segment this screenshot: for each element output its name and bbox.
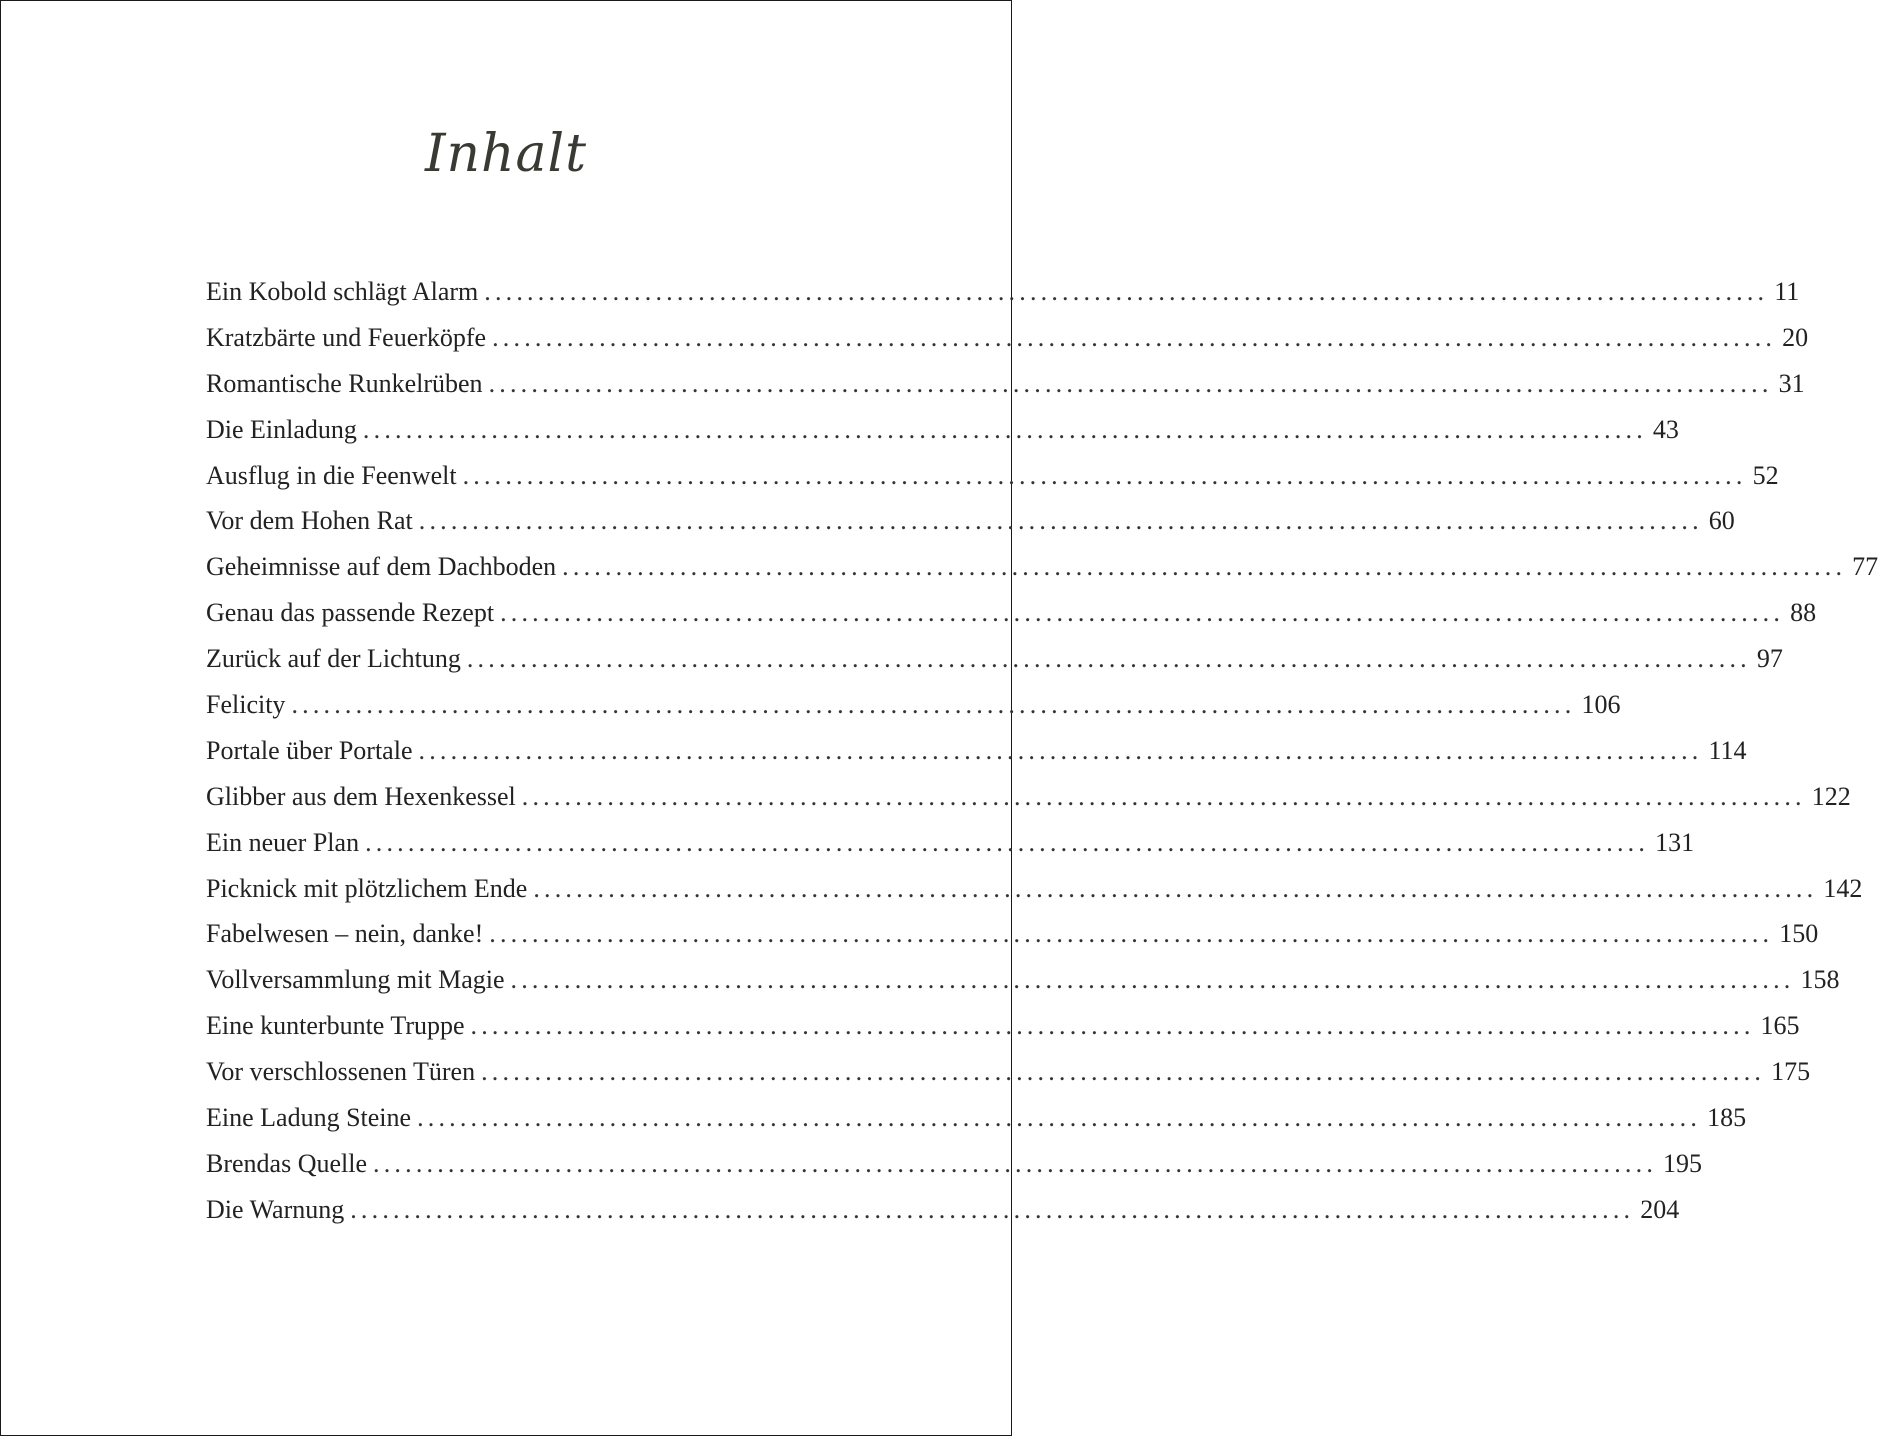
toc-leader-dots: ........................................................................................................................ bbox=[562, 552, 1847, 582]
toc-entry-title: Eine kunterbunte Truppe bbox=[206, 1011, 465, 1041]
toc-leader-dots: ........................................................................................................................ bbox=[418, 506, 1703, 536]
toc-entry-title: Romantische Runkelrüben bbox=[206, 368, 483, 398]
toc-leader-dots: ........................................................................................................................ bbox=[365, 827, 1650, 857]
toc-leader-dots: ........................................................................................................................ bbox=[481, 1057, 1766, 1087]
toc-entry-title: Vollversammlung mit Magie bbox=[206, 965, 505, 995]
toc-entry-page: 175 bbox=[1771, 1057, 1811, 1087]
toc-entry-page: 165 bbox=[1760, 1011, 1800, 1041]
toc-leader-dots: ........................................................................................................................ bbox=[492, 322, 1777, 352]
toc-entry-page: 11 bbox=[1774, 277, 1800, 306]
toc-entry bbox=[206, 1103, 1747, 1149]
toc-entry-title: Vor verschlossenen Türen bbox=[206, 1057, 476, 1087]
toc-entry-title: Portale über Portale bbox=[206, 735, 413, 765]
toc-entry-title: Brendas Quelle bbox=[206, 1148, 368, 1178]
toc-leader-dots: ........................................................................................................................ bbox=[510, 965, 1795, 995]
toc-entry bbox=[206, 781, 1851, 828]
toc-entry-title: Glibber aus dem Hexenkessel bbox=[206, 781, 516, 811]
toc-entry-page: 106 bbox=[1581, 690, 1621, 720]
toc-entry-page: 31 bbox=[1778, 368, 1805, 398]
toc-leader-dots: ........................................................................................................................ bbox=[466, 644, 1751, 674]
toc-leader-dots: ........................................................................................................................ bbox=[373, 1148, 1658, 1178]
toc-entry bbox=[206, 368, 1805, 415]
toc-leader-dots: ........................................................................................................................ bbox=[533, 873, 1818, 903]
toc-entry-page: 142 bbox=[1823, 873, 1863, 903]
toc-entry bbox=[206, 414, 1679, 461]
toc-entry-title: Ein neuer Plan bbox=[206, 827, 360, 857]
toc-entry-title: Die Einladung bbox=[206, 414, 357, 444]
toc-entry-title: Kratzbärte und Feuerköpfe bbox=[206, 322, 487, 352]
toc-entry bbox=[206, 827, 1695, 874]
toc-entry-title: Genau das passende Rezept bbox=[206, 598, 495, 628]
toc-entry bbox=[206, 277, 1800, 323]
toc-entry-title: Die Warnung bbox=[206, 1194, 345, 1224]
toc-entry-page: 20 bbox=[1782, 322, 1809, 352]
toc-leader-dots: ........................................................................................................................ bbox=[291, 690, 1576, 720]
toc-entry bbox=[206, 1194, 1680, 1241]
toc-entry-page: 131 bbox=[1655, 827, 1695, 857]
toc-entry bbox=[206, 1011, 1800, 1057]
toc-leader-dots: ........................................................................................................................ bbox=[362, 414, 1647, 444]
toc-entry bbox=[206, 506, 1735, 552]
toc-leader-dots: ........................................................................................................................ bbox=[417, 1103, 1702, 1133]
toc-entry-title: Felicity bbox=[206, 690, 286, 720]
toc-entry bbox=[206, 598, 1817, 644]
toc-entry bbox=[206, 552, 1878, 598]
toc-entry bbox=[206, 965, 1840, 1011]
toc-entry-page: 114 bbox=[1708, 735, 1747, 765]
toc-entry-page: 43 bbox=[1652, 414, 1679, 444]
toc-entry-title: Eine Ladung Steine bbox=[206, 1103, 412, 1133]
toc-entry-page: 60 bbox=[1708, 506, 1735, 536]
toc-entry bbox=[206, 919, 1819, 965]
toc-entry-page: 195 bbox=[1663, 1148, 1703, 1178]
toc-entry-title: Picknick mit plötzlichem Ende bbox=[206, 873, 528, 903]
toc-leader-dots: ........................................................................................................................ bbox=[350, 1194, 1635, 1224]
toc-leader-dots: ........................................................................................................................ bbox=[484, 277, 1769, 306]
toc-entry bbox=[206, 644, 1783, 690]
toc-entry-title: Vor dem Hohen Rat bbox=[206, 506, 413, 536]
toc-entry-page: 158 bbox=[1800, 965, 1840, 995]
table-of-contents bbox=[206, 277, 1878, 1241]
toc-entry bbox=[206, 1148, 1703, 1195]
toc-entry-page: 88 bbox=[1790, 598, 1817, 628]
toc-leader-dots: ........................................................................................................................ bbox=[488, 368, 1773, 398]
toc-entry bbox=[206, 873, 1863, 920]
toc-leader-dots: ........................................................................................................................ bbox=[462, 460, 1747, 490]
toc-entry-title: Zurück auf der Lichtung bbox=[206, 644, 461, 674]
toc-entry-page: 122 bbox=[1811, 781, 1851, 811]
toc-entry-title: Ein Kobold schlägt Alarm bbox=[206, 277, 479, 306]
toc-entry-page: 77 bbox=[1852, 552, 1878, 582]
toc-leader-dots: ........................................................................................................................ bbox=[500, 598, 1785, 628]
toc-leader-dots: ........................................................................................................................ bbox=[418, 735, 1703, 765]
toc-entry bbox=[206, 322, 1809, 369]
toc-entry bbox=[206, 460, 1779, 507]
toc-entry-page: 97 bbox=[1756, 644, 1783, 674]
toc-entry-page: 52 bbox=[1752, 460, 1779, 490]
toc-entry-title: Geheimnisse auf dem Dachboden bbox=[206, 552, 557, 582]
toc-leader-dots: ........................................................................................................................ bbox=[521, 781, 1806, 811]
toc-entry-title: Fabelwesen – nein, danke! bbox=[206, 919, 484, 949]
page-title: Inhalt bbox=[424, 124, 588, 184]
toc-leader-dots: ........................................................................................................................ bbox=[489, 919, 1774, 949]
toc-entry-page: 185 bbox=[1707, 1103, 1747, 1133]
toc-entry-page: 204 bbox=[1640, 1194, 1680, 1224]
toc-entry-page: 150 bbox=[1779, 919, 1819, 949]
toc-entry-title: Ausflug in die Feenwelt bbox=[206, 460, 457, 490]
toc-entry bbox=[206, 1057, 1811, 1103]
toc-leader-dots: ........................................................................................................................ bbox=[470, 1011, 1755, 1041]
toc-entry bbox=[206, 735, 1747, 782]
toc-entry bbox=[206, 690, 1621, 736]
